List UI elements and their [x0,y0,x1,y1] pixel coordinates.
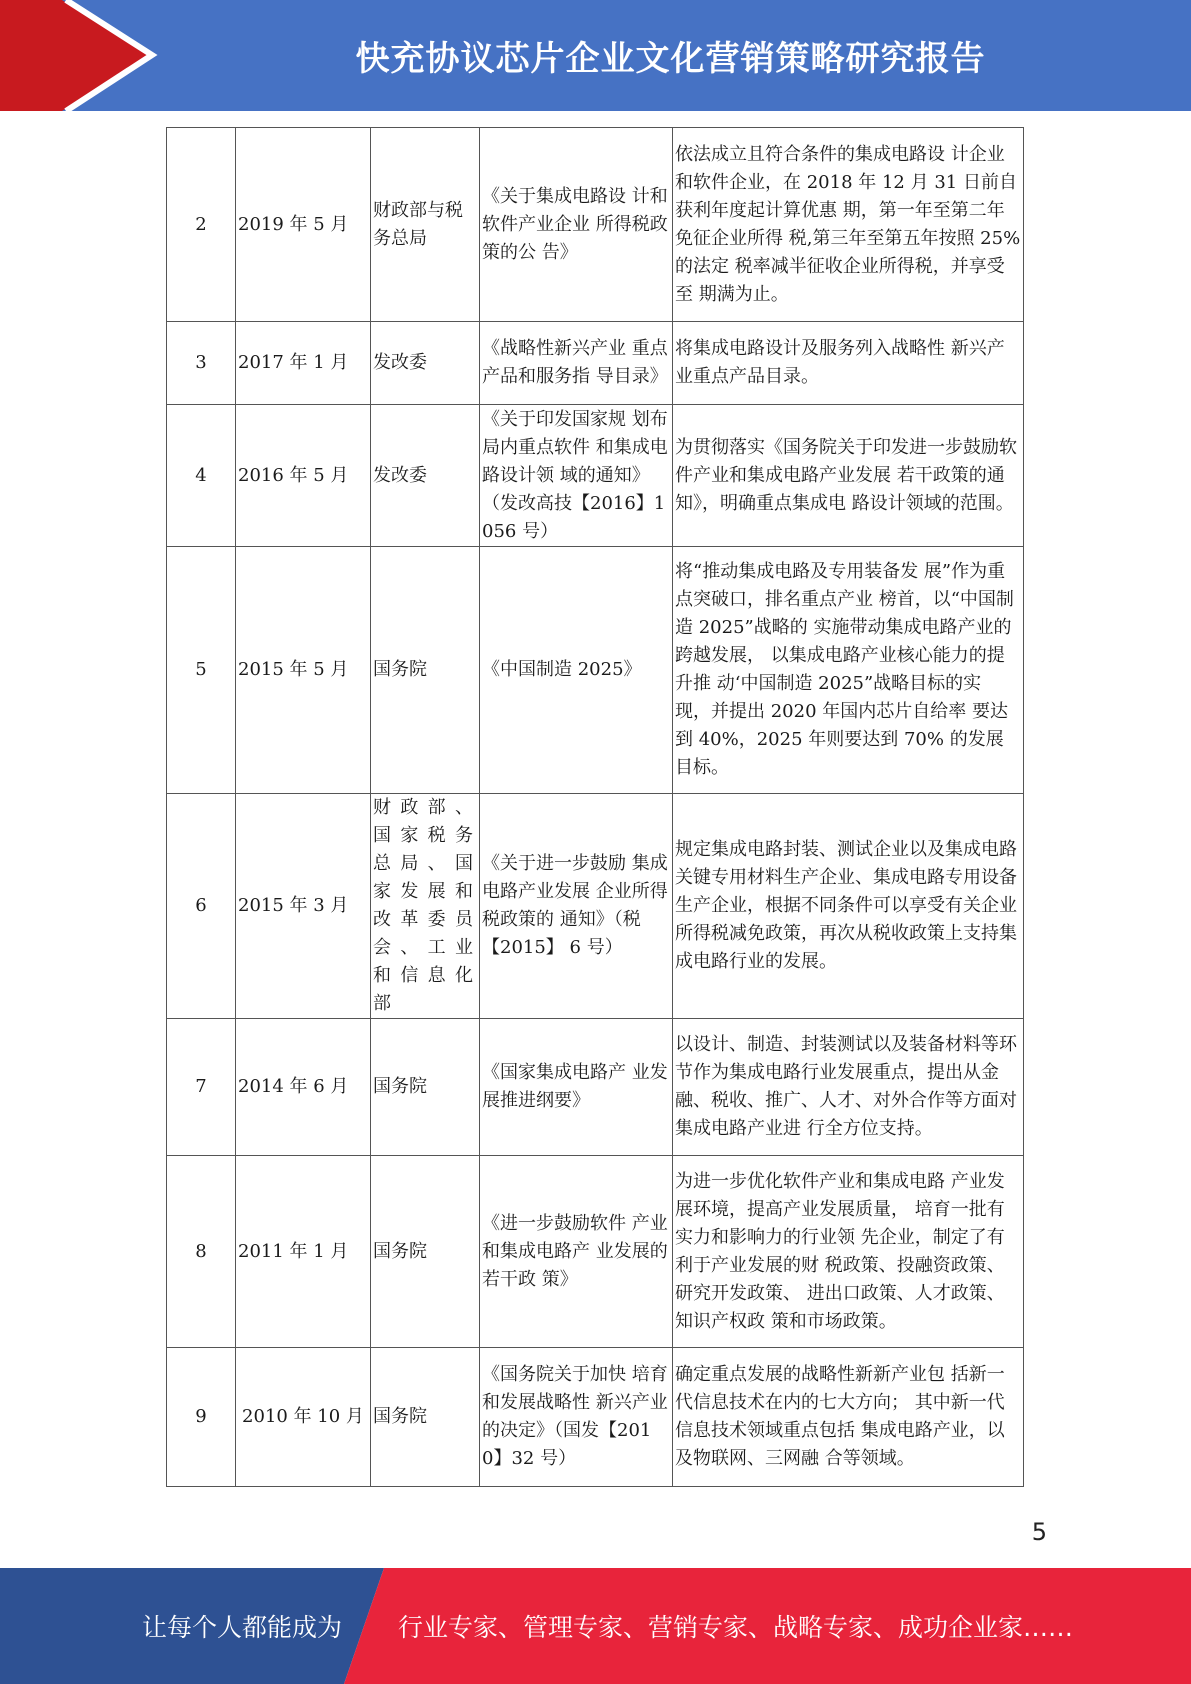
page-title: 快充协议芯片企业文化营销策略研究报告 [355,39,986,79]
row-date: 2015 年 3 月 [236,794,371,1019]
row-date: 2015 年 5 月 [236,547,371,794]
row-department: 财政部与税务总局 [371,128,480,322]
table-row [167,547,1024,794]
row-number: 7 [167,1019,236,1156]
row-date: 2019 年 5 月 [236,128,371,322]
row-department: 国务院 [371,547,480,794]
footer-slogan-left: 让每个人都能成为 [142,1613,343,1642]
row-document: 《关于印发国家规 划布局内重点软件 和集成电路设计领 域的通知》（发改高技【2016】1056 号） [480,405,673,547]
row-description: 确定重点发展的战略性新新产业包 括新一代信息技术在内的七大方向； 其中新一代信息技术领域重点包括 集成电路产业，以及物联网、三网融 合等领域。 [673,1348,1024,1487]
row-description: 为进一步优化软件产业和集成电路 产业发展环境，提高产业发展质量， 培育一批有实力和影响力的行业领 先企业，制定了有利于产业发展的财 税政策、投融资政策、研究开发政策、 进出口政策、人才政策、知识产权政 策和市场政策。 [673,1156,1024,1348]
row-number: 9 [167,1348,236,1487]
page-number: 5 [1031,1518,1047,1546]
row-document: 《战略性新兴产业 重点产品和服务指 导目录》 [480,322,673,405]
row-document: 《国务院关于加快 培育和发展战略性 新兴产业的决定》（国发【2010】32 号） [480,1348,673,1487]
row-number: 5 [167,547,236,794]
row-department: 发改委 [371,405,480,547]
row-date: 2011 年 1 月 [236,1156,371,1348]
footer-slogan-right: 行业专家、管理专家、营销专家、战略专家、成功企业家…… [398,1613,1074,1642]
table-row [167,794,1024,1019]
policy-table [166,127,1024,1487]
row-description: 将“推动集成电路及专用装备发 展”作为重点突破口，排名重点产业 榜首，以“中国制造 2025”战略的 实施带动集成电路产业的跨越发展， 以集成电路产业核心能力的提升推 动‘中国制造 2025”战略目标的实 现，并提出 2020 年国内芯片自给率 要达到 40%，2025 年则要达到 70% 的发展目标。 [673,547,1024,794]
row-document: 《中国制造 2025》 [480,547,673,794]
row-document: 《关于集成电路设 计和软件产业企业 所得税政策的公 告》 [480,128,673,322]
row-description: 以设计、制造、封装测试以及装备材料等环节作为集成电路行业发展重点，提出从金融、税收、推广、人才、对外合作等方面对集成电路产业进 行全方位支持。 [673,1019,1024,1156]
row-department: 发改委 [371,322,480,405]
footer-band [0,1568,1191,1684]
table-row [167,1348,1024,1487]
row-document: 《国家集成电路产 业发展推进纲要》 [480,1019,673,1156]
table-row [167,1019,1024,1156]
row-document: 《关于进一步鼓励 集成电路产业发展 企业所得税政策的 通知》（税【2015】 6 号） [480,794,673,1019]
row-number: 4 [167,405,236,547]
header-band [0,0,1191,111]
row-document: 《进一步鼓励软件 产业和集成电路产 业发展的若干政 策》 [480,1156,673,1348]
row-department: 国务院 [371,1156,480,1348]
row-date: 2016 年 5 月 [236,405,371,547]
table-row [167,405,1024,547]
row-date: 2010 年 10 月 [236,1348,371,1487]
row-department: 财政部、国家税务总局、国家发展和改革委员会、工业和信息化部 [371,794,480,1019]
row-date: 2017 年 1 月 [236,322,371,405]
table-row [167,128,1024,322]
row-number: 3 [167,322,236,405]
row-department: 国务院 [371,1019,480,1156]
row-number: 8 [167,1156,236,1348]
row-description: 为贯彻落实《国务院关于印发进一步鼓励软件产业和集成电路产业发展 若干政策的通知》，明确重点集成电 路设计领域的范围。 [673,405,1024,547]
row-description: 依法成立且符合条件的集成电路设 计企业和软件企业，在 2018 年 12 月 31 日前自获利年度起计算优惠 期，第一年至第二年免征企业所得 税,第三年至第五年按照 25%的法定 税率减半征收企业所得税，并享受至 期满为止。 [673,128,1024,322]
row-number: 6 [167,794,236,1019]
row-department: 国务院 [371,1348,480,1487]
header-arrow-decoration [0,0,160,111]
table-row [167,1156,1024,1348]
table-row [167,322,1024,405]
row-description: 规定集成电路封装、测试企业以及集成电路关键专用材料生产企业、集成电路专用设备生产企业，根据不同条件可以享受有关企业所得税减免政策，再次从税收政策上支持集成电路行业的发展。 [673,794,1024,1019]
row-number: 2 [167,128,236,322]
row-description: 将集成电路设计及服务列入战略性 新兴产业重点产品目录。 [673,322,1024,405]
row-date: 2014 年 6 月 [236,1019,371,1156]
